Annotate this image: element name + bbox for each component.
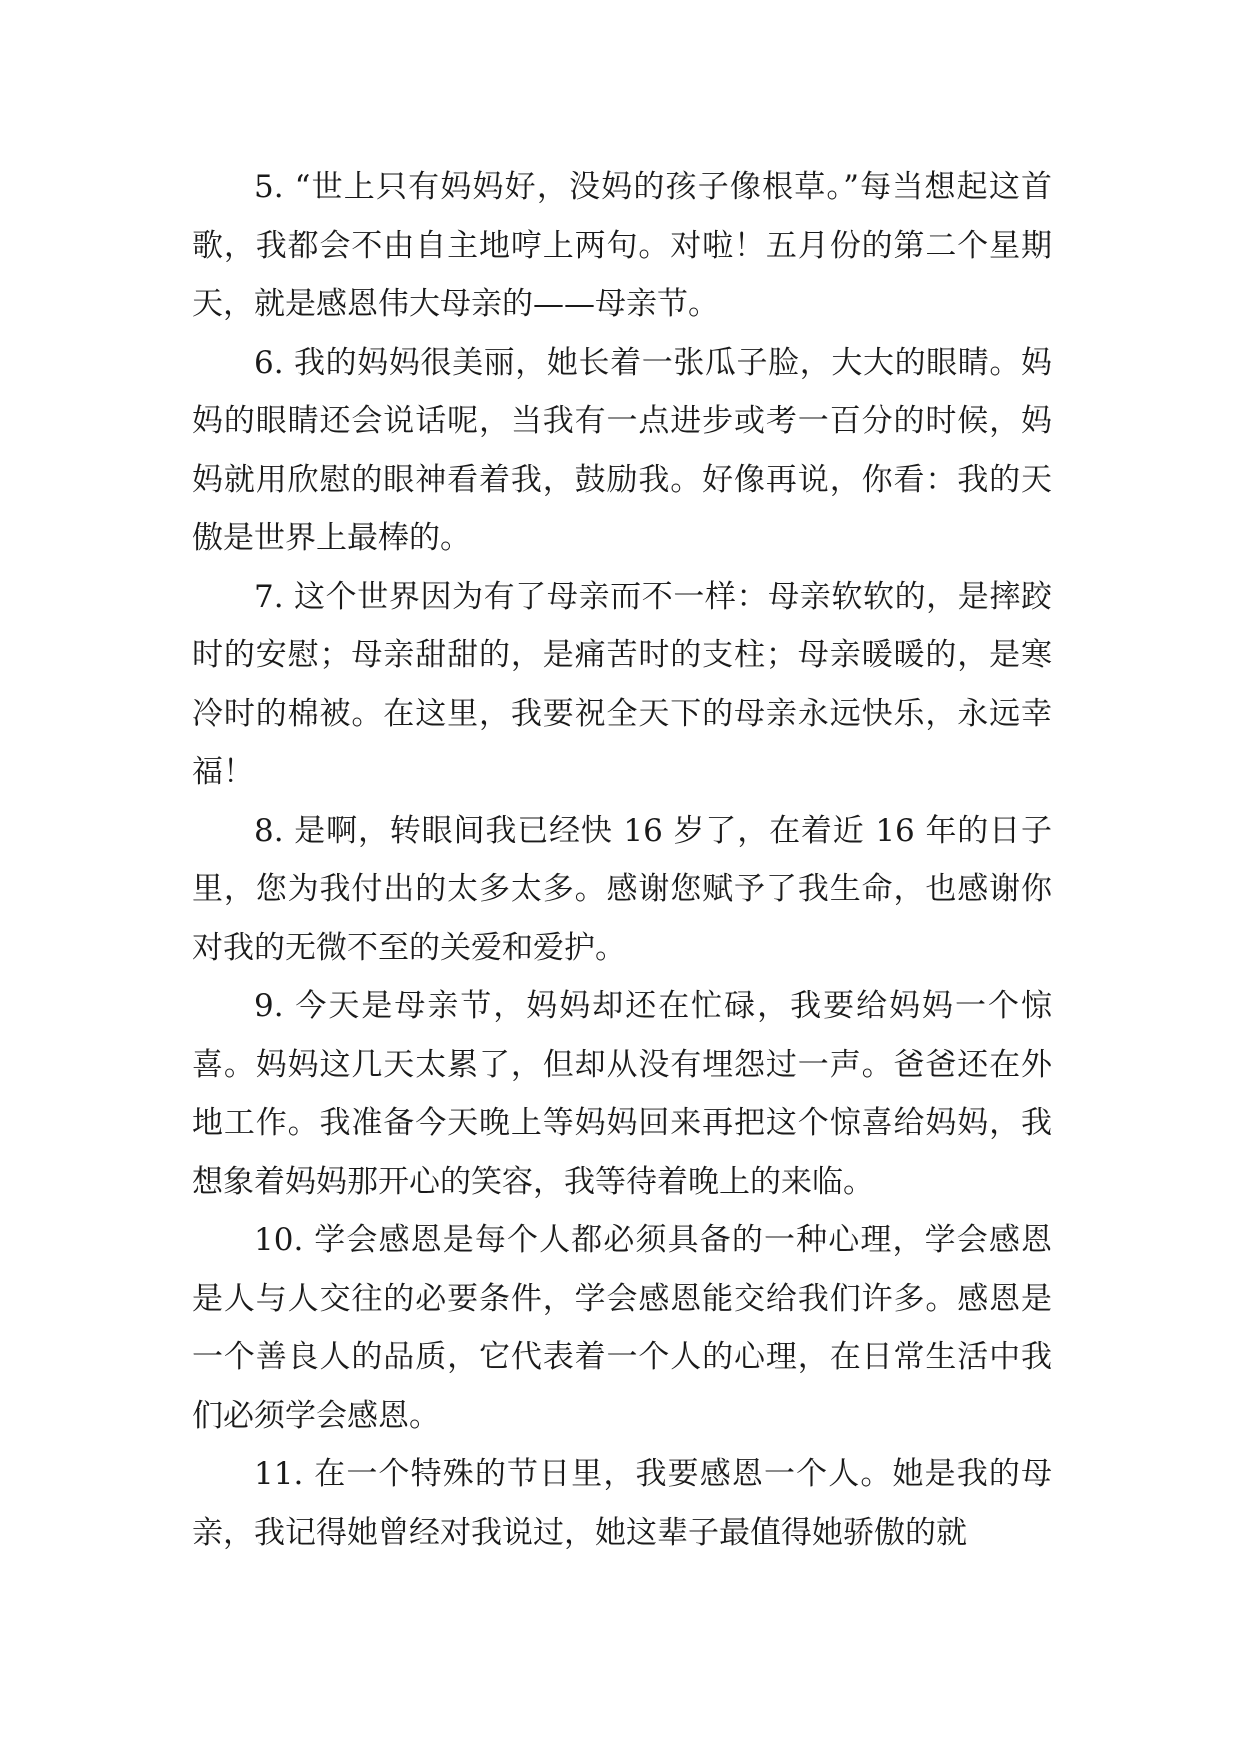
paragraph-7: 7. 这个世界因为有了母亲而不一样：母亲软软的，是摔跤时的安慰；母亲甜甜的，是痛苦时的支柱；母亲暖暖的，是寒冷时的棉被。在这里，我要祝全天下的母亲永远快乐，永远幸福！ [192,578,1052,790]
document-body [192,158,1052,1562]
paragraph-6: 6. 我的妈妈很美丽，她长着一张瓜子脸，大大的眼睛。妈妈的眼睛还会说话呢，当我有一点进步或考一百分的时候，妈妈就用欣慰的眼神看着我，鼓励我。好像再说，你看：我的天傲是世界上最棒的。 [192,344,1052,556]
paragraph-11: 11. 在一个特殊的节日里，我要感恩一个人。她是我的母亲，我记得她曾经对我说过，她这辈子最值得她骄傲的就 [192,1456,1052,1551]
paragraph-8: 8. 是啊，转眼间我已经快 16 岁了，在着近 16 年的日子里，您为我付出的太多太多。感谢您赋予了我生命，也感谢你对我的无微不至的关爱和爱护。 [192,812,1052,966]
paragraph-5: 5. “世上只有妈妈好，没妈的孩子像根草。”每当想起这首歌，我都会不由自主地哼上两句。对啦！五月份的第二个星期天，就是感恩伟大母亲的——母亲节。 [192,169,1052,322]
paragraph-10: 10. 学会感恩是每个人都必须具备的一种心理，学会感恩是人与人交往的必要条件，学会感恩能交给我们许多。感恩是一个善良人的品质，它代表着一个人的心理，在日常生活中我们必须学会感恩。 [192,1222,1052,1434]
paragraph-9: 9. 今天是母亲节，妈妈却还在忙碌，我要给妈妈一个惊喜。妈妈这几天太累了，但却从没有埋怨过一声。爸爸还在外地工作。我准备今天晚上等妈妈回来再把这个惊喜给妈妈，我想象着妈妈那开心的笑容，我等待着晚上的来临。 [192,988,1052,1200]
